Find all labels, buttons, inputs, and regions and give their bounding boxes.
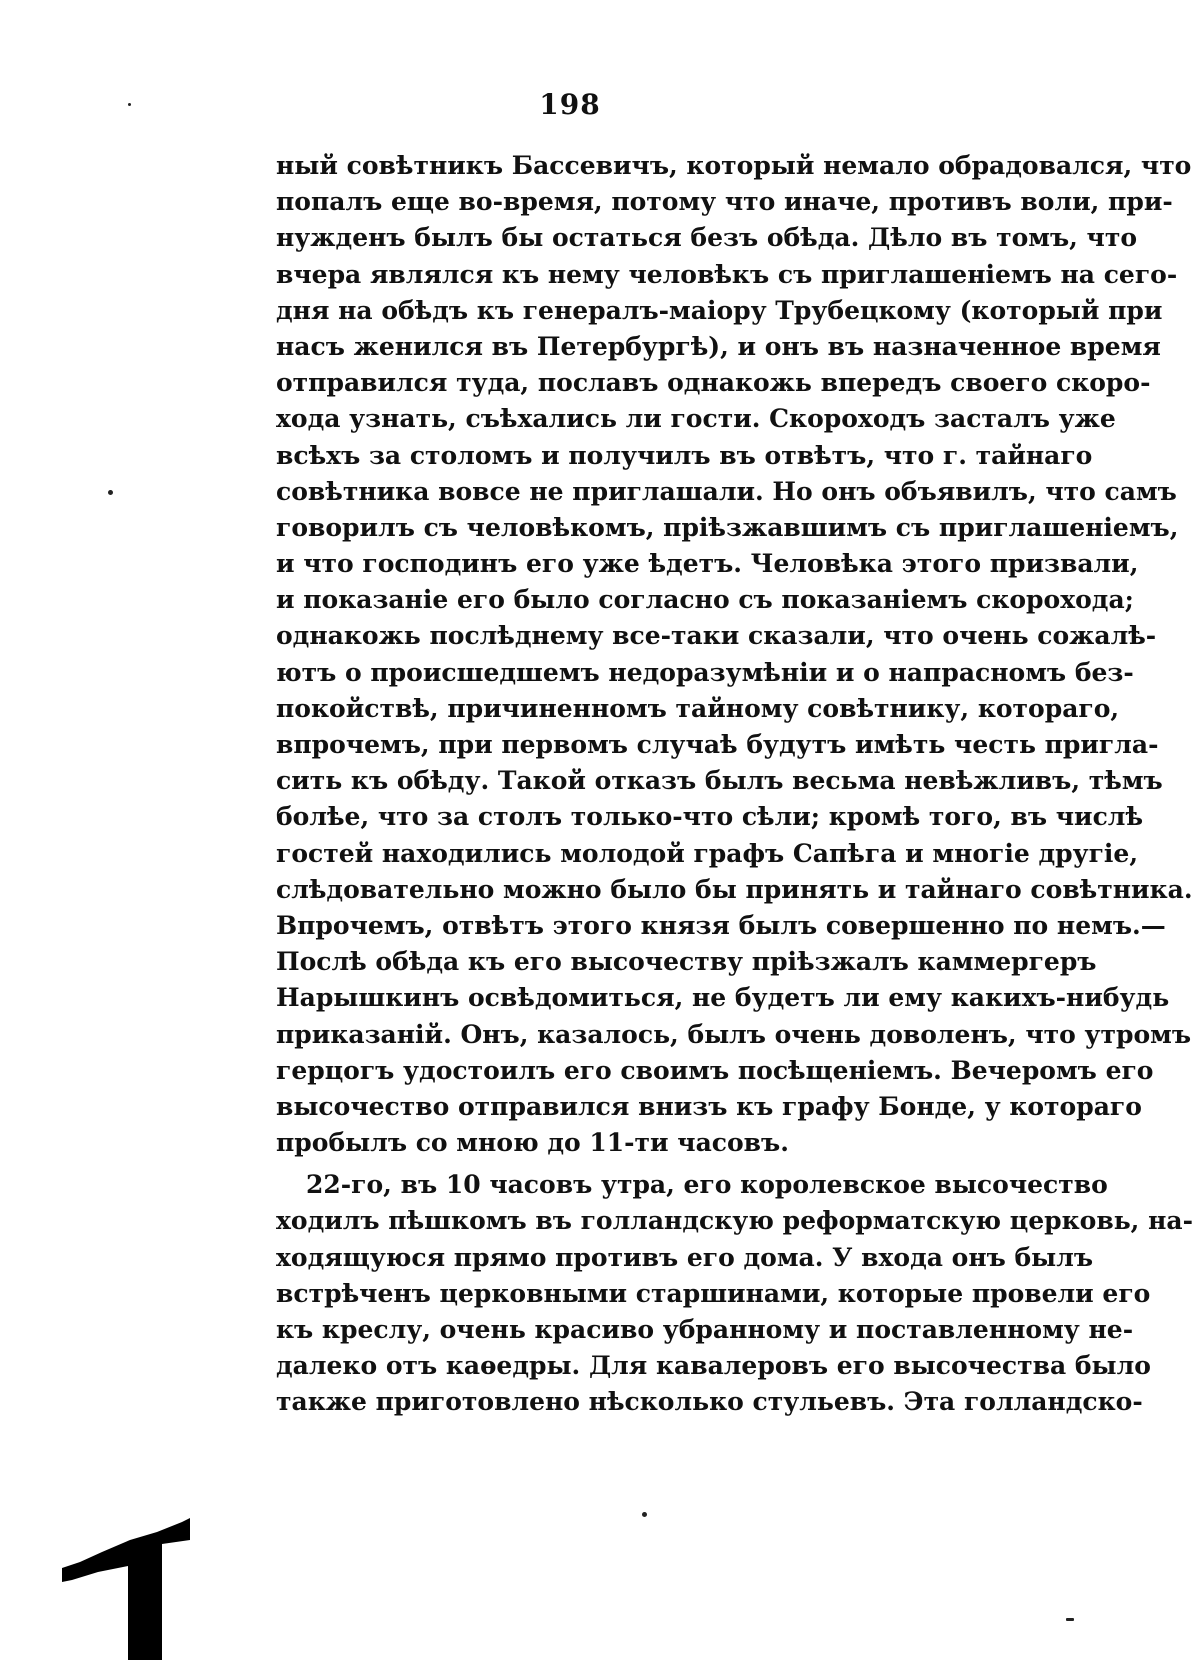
text-line: впрочемъ, при первомъ случаѣ будутъ имѣть честь пригла- [276,730,1159,759]
text-line: и что господинъ его уже ѣдетъ. Человѣка этого призвали, [276,549,1139,579]
page-number: 198 [539,88,601,121]
text-line: Послѣ обѣда къ его высочеству пріѣзжалъ каммергеръ [276,947,1097,977]
text-line: всѣхъ за столомъ и получилъ въ отвѣтъ, что г. тайнаго [276,440,1093,470]
text-line: вчера являлся къ нему человѣкъ съ приглашеніемъ на сего- [276,259,1178,289]
scan-speck [1066,1618,1074,1621]
text-line: болѣе, что за столъ только-что сѣли; кромѣ того, въ числѣ [276,802,1144,832]
text-line: отправился туда, пославъ однакожь впередъ своего скоро- [276,368,1151,398]
text-line: сить къ обѣду. Такой отказъ былъ весьма невѣжливъ, тѣмъ [276,766,1163,796]
text-line: также приготовлено нѣсколько стульевъ. Эта голландско- [276,1387,1143,1417]
text-line: герцогъ удостоилъ его своимъ посѣщеніемъ. Вечеромъ его [276,1055,1154,1085]
scan-edge-shadow [62,1510,192,1660]
text-line: слѣдовательно можно было бы принять и тайнаго совѣтника. [276,874,1193,904]
text-line: гостей находились молодой графъ Сапѣга и многіе другіе, [276,838,1139,868]
text-line: 22-го, въ 10 часовъ утра, его королевское высочество [306,1170,1108,1200]
scan-speck [128,103,131,106]
text-line: пробылъ со мною до 11-ти часовъ. [276,1128,789,1158]
text-line: говорилъ съ человѣкомъ, пріѣзжавшимъ съ приглашеніемъ, [276,512,1179,542]
text-line: высочество отправился внизъ къ графу Бонде, у котораго [276,1091,1142,1121]
text-line: и показаніе его было согласно съ показаніемъ скорохода; [276,585,1134,615]
text-line: совѣтника вовсе не приглашали. Но онъ объявилъ, что самъ [276,476,1177,506]
scan-speck [108,490,113,495]
scan-speck [642,1512,647,1517]
text-line: нужденъ былъ бы остаться безъ обѣда. Дѣло въ томъ, что [276,223,1138,253]
text-line: насъ женился въ Петербургѣ), и онъ въ назначенное время [276,331,1161,361]
text-line: ходящуюся прямо противъ его дома. У входа онъ былъ [276,1242,1094,1272]
text-line: ходилъ пѣшкомъ въ голландскую реформатскую церковь, на- [276,1206,1193,1236]
text-line: однакожь послѣднему все-таки сказали, что очень сожалѣ- [276,621,1157,651]
text-line: дня на обѣдъ къ генералъ-маіору Трубецкому (который при [276,295,1163,325]
text-line: ютъ о происшедшемъ недоразумѣніи и о напрасномъ без- [276,657,1134,687]
body-text [276,148,1193,1421]
text-line: далеко отъ каѳедры. Для кавалеровъ его высочества было [276,1351,1151,1381]
text-line: покойствѣ, причиненномъ тайному совѣтнику, котораго, [276,693,1120,723]
text-line: ный совѣтникъ Бассевичъ, который немало обрадовался, что [276,151,1192,180]
text-line: приказаній. Онъ, казалось, былъ очень доволенъ, что утромъ [276,1019,1192,1049]
text-line: хода узнать, съѣхались ли гости. Скороходъ засталъ уже [276,404,1116,434]
text-line: Впрочемъ, отвѣтъ этого князя былъ совершенно по немъ.— [276,910,1166,940]
text-line: къ креслу, очень красиво убранному и поставленному не- [276,1315,1134,1344]
text-line: Нарышкинъ освѣдомиться, не будетъ ли ему какихъ-нибудь [276,983,1170,1013]
text-line: попалъ еще во-время, потому что иначе, противъ воли, при- [276,187,1173,217]
text-line: встрѣченъ церковными старшинами, которые провели его [276,1278,1151,1308]
